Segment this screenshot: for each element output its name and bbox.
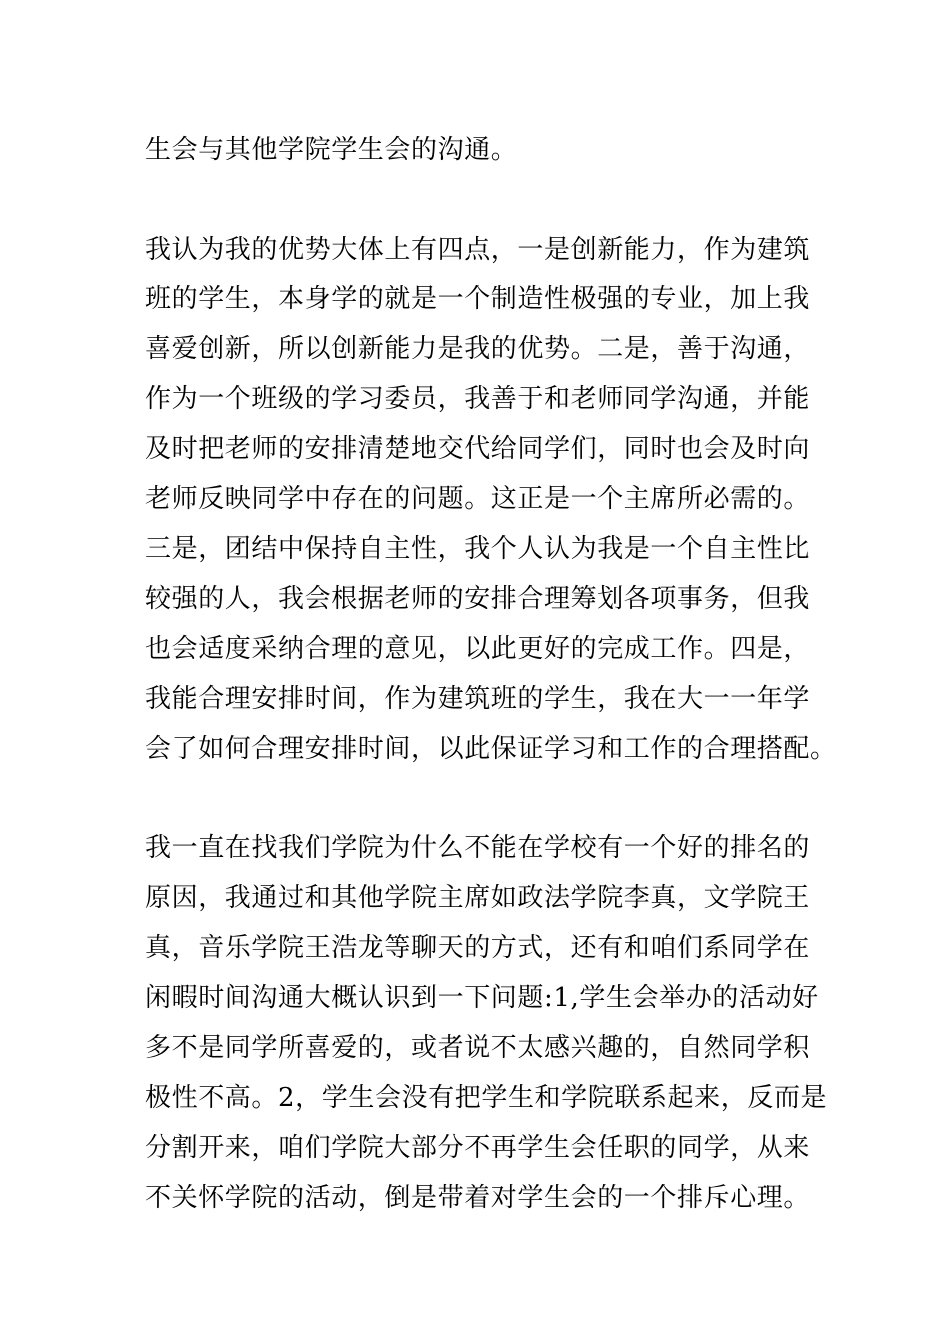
- paragraph-2-line-10: 我能合理安排时间，作为建筑班的学生，我在大一一年学: [145, 684, 811, 714]
- paragraph-3-line-6: 极性不高。2，学生会没有把学生和学院联系起来，反而是: [145, 1083, 828, 1113]
- paragraph-3-line-5: 多不是同学所喜爱的，或者说不太感兴趣的，自然同学积: [145, 1033, 811, 1063]
- paragraph-2-line-9: 也会适度采纳合理的意见，以此更好的完成工作。四是，: [145, 634, 811, 664]
- paragraph-3-line-1: 我一直在找我们学院为什么不能在学校有一个好的排名的: [145, 833, 811, 863]
- paragraph-2-line-8: 较强的人，我会根据老师的安排合理筹划各项事务，但我: [145, 584, 811, 614]
- paragraph-2-line-11: 会了如何合理安排时间，以此保证学习和工作的合理搭配。: [145, 734, 837, 764]
- paragraph-1-line-1: 生会与其他学院学生会的沟通。: [145, 135, 518, 165]
- paragraph-3-line-2: 原因，我通过和其他学院主席如政法学院李真，文学院王: [145, 883, 811, 913]
- paragraph-2-line-6: 老师反映同学中存在的问题。这正是一个主席所必需的。: [145, 484, 811, 514]
- paragraph-2-line-1: 我认为我的优势大体上有四点，一是创新能力，作为建筑: [145, 235, 811, 265]
- paragraph-3-line-4: 闲暇时间沟通大概认识到一下问题:1,学生会举办的活动好: [145, 983, 819, 1013]
- paragraph-2-line-5: 及时把老师的安排清楚地交代给同学们，同时也会及时向: [145, 434, 811, 464]
- paragraph-2-line-3: 喜爱创新，所以创新能力是我的优势。二是，善于沟通，: [145, 334, 811, 364]
- paragraph-2-line-7: 三是，团结中保持自主性，我个人认为我是一个自主性比: [145, 534, 811, 564]
- paragraph-2-line-2: 班的学生，本身学的就是一个制造性极强的专业，加上我: [145, 284, 811, 314]
- paragraph-3-line-8: 不关怀学院的活动，倒是带着对学生会的一个排斥心理。: [145, 1183, 811, 1213]
- paragraph-2-line-4: 作为一个班级的学习委员，我善于和老师同学沟通，并能: [145, 384, 811, 414]
- paragraph-3-line-3: 真，音乐学院王浩龙等聊天的方式，还有和咱们系同学在: [145, 933, 811, 963]
- paragraph-3-line-7: 分割开来，咱们学院大部分不再学生会任职的同学，从来: [145, 1133, 811, 1163]
